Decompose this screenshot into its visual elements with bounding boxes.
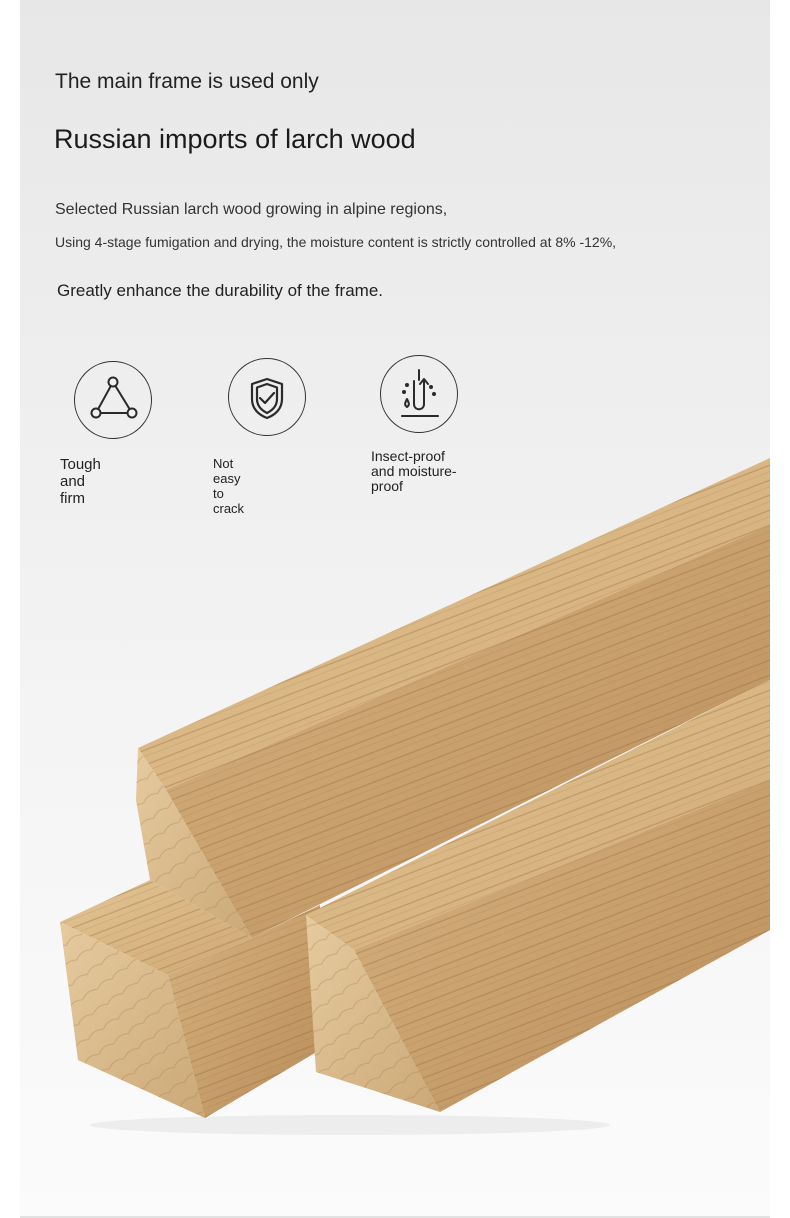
- feature-label: Insect-proof and moisture-proof: [371, 448, 457, 494]
- description-line-1: Selected Russian larch wood growing in alpine regions,: [55, 201, 448, 218]
- feature-label: Tough and firm: [60, 456, 101, 507]
- feature-label: Not easy to crack: [213, 456, 245, 516]
- product-detail-panel: [20, 0, 770, 1216]
- heading-line-1: The main frame is used only: [55, 70, 319, 93]
- description-line-3: Greatly enhance the durability of the frame.: [57, 281, 384, 300]
- description-line-2: Using 4-stage fumigation and drying, the moisture content is strictly controlled at 8% -12%,: [55, 234, 617, 250]
- larch-wood-beams-image: [20, 0, 770, 1216]
- heading-title: Russian imports of larch wood: [54, 124, 416, 154]
